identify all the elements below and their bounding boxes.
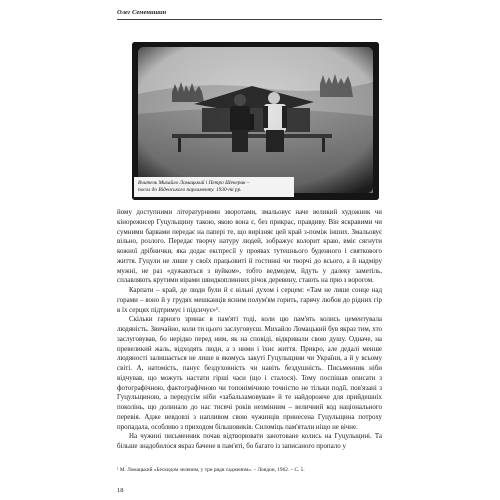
paragraph: На чужині письменник почав відтворювати занотоване колись на Гуцульщині. Та більше знадобилося якраз бачене в пам'яті, бо багато із записаного пропало у [117, 432, 382, 450]
caption-line: Вчитель Михайло Ломацький і Петро Шекерик – [138, 180, 250, 186]
paragraph: Карпати – край, де люди були й є вільні духом і серцем: «Там не лише сонце над горами – воно й у грудях мешканців ясним полум'ям горить, гарячу любов до рідних гір в їх серцях підтримує і підсичує»¹. [117, 286, 382, 314]
paragraph: йому доступними літературними зворотами, змальовує наче великий художник чи кінорежисер Гуцульщину такою, якою вона є, без прикрас, правдиву. Він яскравими чи сумними барвами передає на папері те, що вирізняє цей край з-поміж інших. Змальовує вільно, розлого. Передає творчу натуру людей, зображує колорит краю, вміє сягнути кожної дрібнички, яка додає експресії у проявах тутешнього буденного і святкового життя. Гуцули не лише у своїх працьовиті й гостинні чи творчі до всього, а й надміру мужні, не раз «дужаються з вуйком», тобто ведмедем, йдуть у далеку заметіль, сплавляють крутими вірами швидкоплинних річок деревину, стають на прю з ворогом. [117, 208, 382, 285]
footnote: ¹ М. Ломацький «Бескидом зеленим, у три ряди садженим». – Лондон, 1962. – С. 5. [117, 467, 305, 473]
photo-caption [134, 177, 294, 197]
paragraph: Скільки гарного зринає в пам'яті тоді, коли цю пам'ять колись цементувала людяність. Звичайно, коли ти цього заслуговуєш. Михайло Ломацький був якраз тим, хто заслуговував, бо нерідко перед ним, як на сповіді, відкривали свою душу. Одначе, на превеликий жаль, відходять люди, а з ними і їхнє життя. Прикро, але дедалі менше людяності залишається не лише в якомусь закутi Гуцульщини чи України, а й у всьому світі. А, натомість, панує бездуховність чи навіть бездушність. Письменник ніби відчував, що можуть настати гірші часи (що і сталося). Тому поспішав описати з фотографічною, фактографічною чи топонімічною точністю не тільки події, пов'язані з Гуцульщиною, а передусім ніби «забальзамовував» й те найдорожче для прийдешніх поколінь, що долинало до нас тисячі років незмінним – величний код національного перевія. Адже невдовзі з напливом свою чужинців принесена Гуцульщина потроху пропадала, особливо з приходом більшовиків. Силоміць пам'ятали ніщо не вічне. [117, 315, 382, 431]
main-text [117, 208, 382, 452]
page-number: 18 [117, 487, 124, 494]
caption-line: посол до Віденського парламенту. 1930-ті рр. [138, 186, 242, 193]
running-header: Олег Семенишин [117, 9, 382, 20]
